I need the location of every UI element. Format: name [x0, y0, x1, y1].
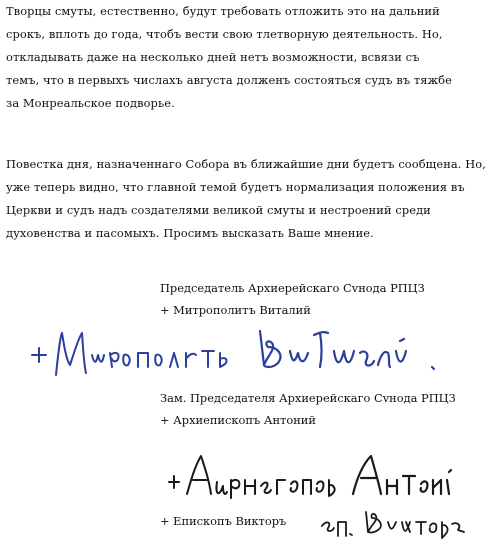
paragraph-1	[6, 0, 496, 115]
paragraph-line: Церкви и судъ надъ создателями великой смуты и нестроений среди	[6, 203, 431, 217]
signatory-1-name: + Митрополитъ Виталий	[160, 303, 311, 317]
paragraph-2	[6, 153, 496, 245]
paragraph-line: темъ, что в первыхъ числахъ августа долженъ состояться судъ въ тяжбе	[6, 73, 452, 87]
signature-3-handwritten	[318, 500, 468, 540]
signatory-2-title: Зам. Председателя Архиерейскаго Сvнода РПЦЗ	[160, 391, 456, 405]
paragraph-line: уже теперь видно, что главной темой будетъ нормализация положения въ	[6, 180, 465, 194]
signatory-2-name: + Архиепископъ Антоний	[160, 413, 316, 427]
paragraph-line: духовенства и пасомыхъ. Просимъ высказать Ваше мнение.	[6, 226, 374, 240]
signature-2-handwritten	[165, 450, 455, 505]
signatory-1-title: Председатель Архиерейскаго Сvнода РПЦЗ	[160, 281, 425, 295]
paragraph-line: Повестка дня, назначеннаго Собора въ ближайшие дни будетъ сообщена. Но,	[6, 157, 486, 171]
signatory-3-name: + Епископъ Викторъ	[160, 514, 287, 528]
signature-1-handwritten	[28, 325, 448, 385]
paragraph-line: срокъ, вплоть до года, чтобъ вести свою тлетворную деятельность. Но,	[6, 27, 443, 41]
paragraph-line: Творцы смуты, естественно, будут требовать отложить это на дальний	[6, 4, 440, 18]
paragraph-line: за Монреальское подворье.	[6, 96, 175, 110]
paragraph-line: откладывать даже на несколько дней нетъ возможности, всвязи съ	[6, 50, 420, 64]
